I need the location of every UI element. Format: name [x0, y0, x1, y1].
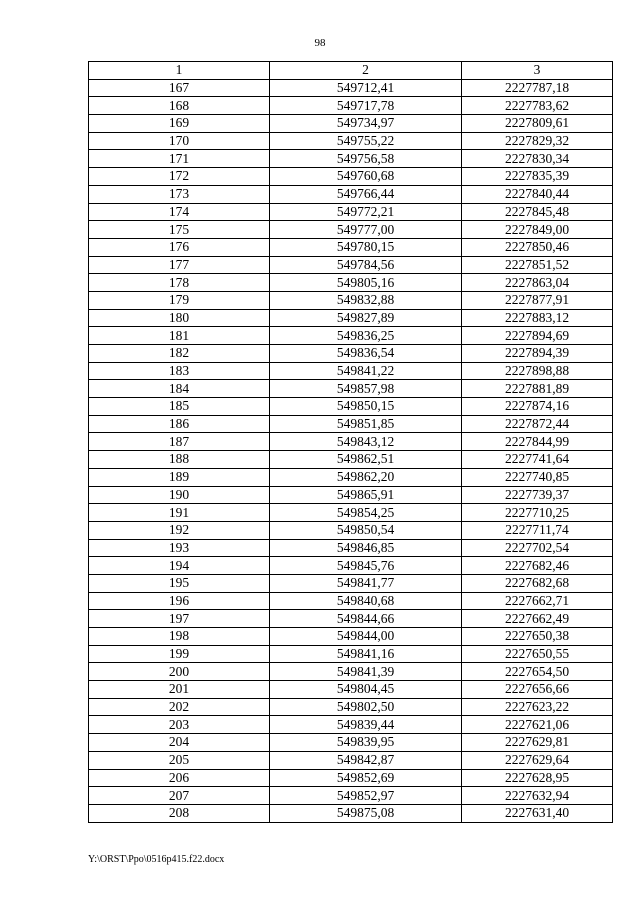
x-coordinate-cell: 549712,41 — [270, 79, 462, 97]
y-coordinate-cell: 2227621,06 — [462, 716, 613, 734]
point-number-cell: 203 — [89, 716, 270, 734]
y-coordinate-cell: 2227656,66 — [462, 681, 613, 699]
x-coordinate-cell: 549839,44 — [270, 716, 462, 734]
point-number-cell: 200 — [89, 663, 270, 681]
point-number-cell: 199 — [89, 645, 270, 663]
footer-file-path: Y:\ORST\Ppo\0516p415.f22.docx — [88, 854, 225, 865]
table-row — [89, 132, 613, 150]
point-number-cell: 194 — [89, 557, 270, 575]
table-row — [89, 309, 613, 327]
y-coordinate-cell: 2227830,34 — [462, 150, 613, 168]
y-coordinate-cell: 2227662,49 — [462, 610, 613, 628]
table-row — [89, 787, 613, 805]
x-coordinate-cell: 549832,88 — [270, 291, 462, 309]
y-coordinate-cell: 2227740,85 — [462, 468, 613, 486]
x-coordinate-cell: 549755,22 — [270, 132, 462, 150]
x-coordinate-cell: 549836,25 — [270, 327, 462, 345]
x-coordinate-cell: 549842,87 — [270, 751, 462, 769]
point-number-cell: 204 — [89, 734, 270, 752]
x-coordinate-cell: 549843,12 — [270, 433, 462, 451]
point-number-cell: 205 — [89, 751, 270, 769]
table-row — [89, 716, 613, 734]
point-number-cell: 175 — [89, 221, 270, 239]
y-coordinate-cell: 2227632,94 — [462, 787, 613, 805]
table-row — [89, 468, 613, 486]
x-coordinate-cell: 549840,68 — [270, 592, 462, 610]
table-row — [89, 574, 613, 592]
x-coordinate-cell: 549851,85 — [270, 415, 462, 433]
y-coordinate-cell: 2227650,38 — [462, 628, 613, 646]
point-number-cell: 189 — [89, 468, 270, 486]
x-coordinate-cell: 549841,77 — [270, 574, 462, 592]
x-coordinate-cell: 549846,85 — [270, 539, 462, 557]
table-row — [89, 734, 613, 752]
point-number-cell: 192 — [89, 521, 270, 539]
x-coordinate-cell: 549865,91 — [270, 486, 462, 504]
y-coordinate-cell: 2227872,44 — [462, 415, 613, 433]
y-coordinate-cell: 2227829,32 — [462, 132, 613, 150]
table-row — [89, 398, 613, 416]
table-row — [89, 645, 613, 663]
x-coordinate-cell: 549850,54 — [270, 521, 462, 539]
table-row — [89, 663, 613, 681]
point-number-cell: 198 — [89, 628, 270, 646]
point-number-cell: 182 — [89, 345, 270, 363]
y-coordinate-cell: 2227654,50 — [462, 663, 613, 681]
point-number-cell: 202 — [89, 698, 270, 716]
table-row — [89, 97, 613, 115]
y-coordinate-cell: 2227883,12 — [462, 309, 613, 327]
table-row — [89, 539, 613, 557]
table-row — [89, 751, 613, 769]
point-number-cell: 174 — [89, 203, 270, 221]
x-coordinate-cell: 549857,98 — [270, 380, 462, 398]
column-header-x: 2 — [270, 62, 462, 80]
y-coordinate-cell: 2227662,71 — [462, 592, 613, 610]
point-number-cell: 201 — [89, 681, 270, 699]
point-number-cell: 179 — [89, 291, 270, 309]
y-coordinate-cell: 2227881,89 — [462, 380, 613, 398]
y-coordinate-cell: 2227623,22 — [462, 698, 613, 716]
x-coordinate-cell: 549780,15 — [270, 238, 462, 256]
table-row — [89, 185, 613, 203]
y-coordinate-cell: 2227682,68 — [462, 574, 613, 592]
table-row — [89, 380, 613, 398]
point-number-cell: 190 — [89, 486, 270, 504]
x-coordinate-cell: 549804,45 — [270, 681, 462, 699]
point-number-cell: 187 — [89, 433, 270, 451]
table-row — [89, 504, 613, 522]
x-coordinate-cell: 549766,44 — [270, 185, 462, 203]
table-row — [89, 628, 613, 646]
point-number-cell: 195 — [89, 574, 270, 592]
table-row — [89, 769, 613, 787]
table-row — [89, 415, 613, 433]
x-coordinate-cell: 549845,76 — [270, 557, 462, 575]
x-coordinate-cell: 549784,56 — [270, 256, 462, 274]
y-coordinate-cell: 2227850,46 — [462, 238, 613, 256]
table-row — [89, 203, 613, 221]
y-coordinate-cell: 2227711,74 — [462, 521, 613, 539]
table-row — [89, 486, 613, 504]
y-coordinate-cell: 2227710,25 — [462, 504, 613, 522]
x-coordinate-cell: 549772,21 — [270, 203, 462, 221]
point-number-cell: 170 — [89, 132, 270, 150]
table-row — [89, 115, 613, 133]
x-coordinate-cell: 549839,95 — [270, 734, 462, 752]
table-header-row — [89, 62, 613, 80]
x-coordinate-cell: 549875,08 — [270, 804, 462, 822]
point-number-cell: 196 — [89, 592, 270, 610]
table-row — [89, 150, 613, 168]
point-number-cell: 171 — [89, 150, 270, 168]
point-number-cell: 176 — [89, 238, 270, 256]
x-coordinate-cell: 549777,00 — [270, 221, 462, 239]
column-header-number: 1 — [89, 62, 270, 80]
table-row — [89, 79, 613, 97]
x-coordinate-cell: 549802,50 — [270, 698, 462, 716]
point-number-cell: 188 — [89, 451, 270, 469]
y-coordinate-cell: 2227894,69 — [462, 327, 613, 345]
x-coordinate-cell: 549760,68 — [270, 168, 462, 186]
y-coordinate-cell: 2227845,48 — [462, 203, 613, 221]
point-number-cell: 193 — [89, 539, 270, 557]
x-coordinate-cell: 549836,54 — [270, 345, 462, 363]
point-number-cell: 208 — [89, 804, 270, 822]
x-coordinate-cell: 549844,66 — [270, 610, 462, 628]
y-coordinate-cell: 2227863,04 — [462, 274, 613, 292]
table-row — [89, 291, 613, 309]
table-row — [89, 521, 613, 539]
y-coordinate-cell: 2227835,39 — [462, 168, 613, 186]
y-coordinate-cell: 2227741,64 — [462, 451, 613, 469]
point-number-cell: 169 — [89, 115, 270, 133]
table-row — [89, 698, 613, 716]
table-row — [89, 681, 613, 699]
y-coordinate-cell: 2227851,52 — [462, 256, 613, 274]
page-number: 98 — [314, 37, 326, 49]
table-row — [89, 804, 613, 822]
point-number-cell: 181 — [89, 327, 270, 345]
x-coordinate-cell: 549841,39 — [270, 663, 462, 681]
y-coordinate-cell: 2227702,54 — [462, 539, 613, 557]
table-row — [89, 168, 613, 186]
y-coordinate-cell: 2227629,81 — [462, 734, 613, 752]
point-number-cell: 186 — [89, 415, 270, 433]
x-coordinate-cell: 549756,58 — [270, 150, 462, 168]
y-coordinate-cell: 2227739,37 — [462, 486, 613, 504]
x-coordinate-cell: 549852,97 — [270, 787, 462, 805]
table-row — [89, 256, 613, 274]
y-coordinate-cell: 2227894,39 — [462, 345, 613, 363]
y-coordinate-cell: 2227877,91 — [462, 291, 613, 309]
table-row — [89, 274, 613, 292]
y-coordinate-cell: 2227809,61 — [462, 115, 613, 133]
y-coordinate-cell: 2227631,40 — [462, 804, 613, 822]
x-coordinate-cell: 549862,20 — [270, 468, 462, 486]
y-coordinate-cell: 2227629,64 — [462, 751, 613, 769]
table-row — [89, 592, 613, 610]
y-coordinate-cell: 2227844,99 — [462, 433, 613, 451]
point-number-cell: 184 — [89, 380, 270, 398]
table-row — [89, 451, 613, 469]
x-coordinate-cell: 549844,00 — [270, 628, 462, 646]
x-coordinate-cell: 549862,51 — [270, 451, 462, 469]
x-coordinate-cell: 549841,16 — [270, 645, 462, 663]
y-coordinate-cell: 2227849,00 — [462, 221, 613, 239]
y-coordinate-cell: 2227628,95 — [462, 769, 613, 787]
point-number-cell: 173 — [89, 185, 270, 203]
point-number-cell: 168 — [89, 97, 270, 115]
point-number-cell: 191 — [89, 504, 270, 522]
x-coordinate-cell: 549734,97 — [270, 115, 462, 133]
x-coordinate-cell: 549827,89 — [270, 309, 462, 327]
y-coordinate-cell: 2227787,18 — [462, 79, 613, 97]
point-number-cell: 180 — [89, 309, 270, 327]
x-coordinate-cell: 549854,25 — [270, 504, 462, 522]
x-coordinate-cell: 549852,69 — [270, 769, 462, 787]
coordinates-table — [88, 61, 613, 823]
x-coordinate-cell: 549805,16 — [270, 274, 462, 292]
y-coordinate-cell: 2227682,46 — [462, 557, 613, 575]
point-number-cell: 178 — [89, 274, 270, 292]
point-number-cell: 183 — [89, 362, 270, 380]
point-number-cell: 197 — [89, 610, 270, 628]
table-row — [89, 221, 613, 239]
point-number-cell: 172 — [89, 168, 270, 186]
table-row — [89, 433, 613, 451]
x-coordinate-cell: 549850,15 — [270, 398, 462, 416]
table-body — [89, 79, 613, 822]
point-number-cell: 167 — [89, 79, 270, 97]
x-coordinate-cell: 549717,78 — [270, 97, 462, 115]
table-row — [89, 557, 613, 575]
table-row — [89, 362, 613, 380]
point-number-cell: 185 — [89, 398, 270, 416]
column-header-y: 3 — [462, 62, 613, 80]
table-row — [89, 327, 613, 345]
point-number-cell: 177 — [89, 256, 270, 274]
y-coordinate-cell: 2227874,16 — [462, 398, 613, 416]
table-row — [89, 610, 613, 628]
y-coordinate-cell: 2227898,88 — [462, 362, 613, 380]
y-coordinate-cell: 2227650,55 — [462, 645, 613, 663]
y-coordinate-cell: 2227840,44 — [462, 185, 613, 203]
point-number-cell: 207 — [89, 787, 270, 805]
x-coordinate-cell: 549841,22 — [270, 362, 462, 380]
point-number-cell: 206 — [89, 769, 270, 787]
y-coordinate-cell: 2227783,62 — [462, 97, 613, 115]
table-row — [89, 345, 613, 363]
table-row — [89, 238, 613, 256]
